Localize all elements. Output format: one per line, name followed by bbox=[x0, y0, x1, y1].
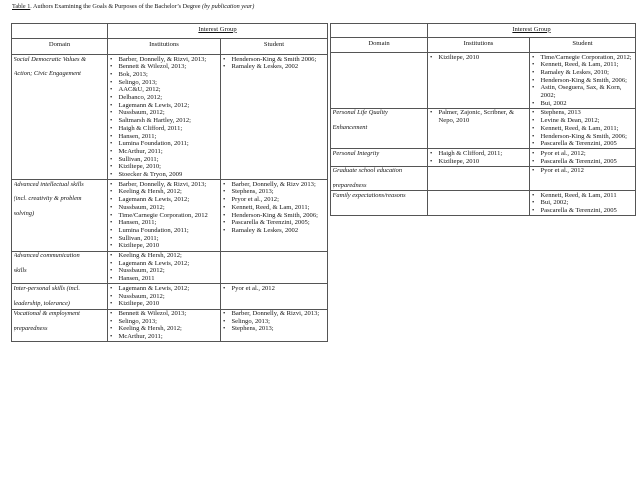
institutions-cell bbox=[108, 309, 221, 342]
institutions-cell bbox=[428, 149, 530, 166]
student-list bbox=[223, 56, 326, 71]
domain-text: leadership, tolerance) bbox=[13, 299, 70, 307]
citation-item: • Barber, Donnelly, & Rizvi, 2013; bbox=[110, 181, 219, 189]
citation-item: • Nussbaum, 2012; bbox=[110, 109, 219, 117]
domain-cell bbox=[12, 284, 108, 309]
domain-cell bbox=[331, 149, 428, 166]
citation-item: • Stoecker & Tryon, 2009 bbox=[110, 171, 219, 179]
institutions-list bbox=[110, 252, 219, 283]
citation-item: • Bennett & Wilezol, 2013; bbox=[110, 310, 219, 318]
domain-cell bbox=[331, 191, 428, 216]
citation-item: • Pascarella & Terenzini, 2005 bbox=[532, 158, 634, 166]
citation-item: • Bui, 2002 bbox=[532, 100, 634, 108]
citation-item: • Lagemann & Lewis, 2012; bbox=[110, 285, 219, 293]
table-row bbox=[331, 53, 636, 109]
domain-text: Vocational & employment bbox=[13, 310, 80, 317]
domain-text: Family expectations/reasons bbox=[332, 191, 406, 199]
institutions-cell bbox=[428, 53, 530, 109]
institutions-cell bbox=[108, 55, 221, 180]
institutions-list bbox=[110, 56, 219, 179]
institutions-list bbox=[110, 285, 219, 308]
citation-item: • Sullivan, 2011; bbox=[110, 235, 219, 243]
citation-item: • Levine & Dean, 2012; bbox=[532, 117, 634, 125]
institutions-cell bbox=[428, 108, 530, 149]
domain-text: Social Democratic Values & bbox=[13, 55, 87, 63]
citation-item: • Stephens, 2013; bbox=[223, 325, 326, 333]
institutions-cell bbox=[108, 251, 221, 284]
student-list bbox=[532, 150, 634, 165]
student-list bbox=[532, 54, 634, 108]
table-row bbox=[331, 191, 636, 216]
citation-item: • Bennett & Wilezol, 2013; bbox=[110, 63, 219, 71]
citation-item: • Bui, 2002; bbox=[532, 199, 634, 207]
header-blank bbox=[331, 24, 428, 38]
citation-item: • Barber, Donnelly, & Rizvi, 2013; bbox=[110, 56, 219, 64]
citation-item: • Bok, 2013; bbox=[110, 71, 219, 79]
student-cell bbox=[221, 251, 328, 284]
table-row bbox=[331, 108, 636, 149]
header-blank bbox=[12, 24, 108, 39]
citation-item: • Lagemann & Lewis, 2012; bbox=[110, 102, 219, 110]
citation-item: • Saltmarsh & Hartley, 2012; bbox=[110, 117, 219, 125]
student-header: Student bbox=[530, 38, 636, 53]
goals-table-left bbox=[11, 23, 328, 342]
citation-item: • Haigh & Clifford, 2011; bbox=[110, 125, 219, 133]
citation-item: • Stephens, 2013; bbox=[223, 188, 326, 196]
domain-text: Advanced communication bbox=[13, 252, 80, 260]
student-list bbox=[532, 109, 634, 148]
domain-text: Advanced intellectual skills bbox=[13, 180, 84, 188]
citation-item: • Kennett, Reed, & Lam, 2011 bbox=[532, 192, 634, 200]
citation-item: • Selingo, 2013; bbox=[223, 318, 326, 326]
goals-table-right bbox=[330, 23, 636, 216]
citation-item: • Pascarella & Terenzini, 2005; bbox=[223, 219, 326, 227]
citation-item: • Barber, Donnelly, & Rizv 2013; bbox=[223, 181, 326, 189]
student-cell bbox=[530, 149, 636, 166]
citation-item: • Kennett, Reed, & Lam, 2011; bbox=[532, 125, 634, 133]
citation-item: • Lagemann & Lewis, 2012; bbox=[110, 260, 219, 268]
institutions-list bbox=[430, 150, 528, 165]
domain-cell bbox=[331, 53, 428, 109]
citation-item: • Hansen, 2011; bbox=[110, 219, 219, 227]
domain-text: solving) bbox=[13, 210, 35, 218]
citation-item: • Pascarella & Terenzini, 2005 bbox=[532, 140, 634, 148]
student-cell bbox=[530, 166, 636, 190]
institutions-cell bbox=[428, 166, 530, 190]
citation-item: • Nussbaum, 2012; bbox=[110, 267, 219, 275]
citation-item: • Henderson-King & Smith, 2006; bbox=[532, 133, 634, 141]
citation-item: • Time/Carnegie Corporation, 2012 bbox=[110, 212, 219, 220]
domain-text: (incl. creativity & problem bbox=[13, 195, 82, 203]
student-cell bbox=[221, 284, 328, 309]
domain-text: Enhancement bbox=[332, 124, 368, 132]
citation-item: • Pascarella & Terenzini, 2005 bbox=[532, 207, 634, 215]
institutions-list bbox=[110, 181, 219, 250]
institutions-list bbox=[430, 109, 528, 124]
citation-item: • Lumina Foundation, 2011; bbox=[110, 140, 219, 148]
domain-text: preparedness bbox=[332, 182, 367, 190]
citation-item: • Nussbaum, 2012; bbox=[110, 293, 219, 301]
domain-text: skills bbox=[13, 266, 27, 274]
citation-item: • Nussbaum, 2012; bbox=[110, 204, 219, 212]
citation-item: • Henderson-King & Smith, 2006; bbox=[223, 212, 326, 220]
citation-item: • Barber, Donnelly, & Rizvi, 2013; bbox=[223, 310, 326, 318]
citation-item: • Pyor et al., 2012; bbox=[532, 150, 634, 158]
citation-item: • Delbanco, 2012; bbox=[110, 94, 219, 102]
student-cell bbox=[221, 55, 328, 180]
citation-item: • Pryor et al., 2012; bbox=[223, 196, 326, 204]
right-table-body bbox=[331, 53, 636, 216]
domain-cell bbox=[12, 309, 108, 342]
citation-item: • McArthur, 2011; bbox=[110, 148, 219, 156]
citation-item: • Hansen, 2011 bbox=[110, 275, 219, 283]
domain-cell bbox=[331, 166, 428, 190]
citation-item: • AAC&U, 2012; bbox=[110, 86, 219, 94]
table-row bbox=[12, 309, 328, 342]
citation-item: • Time/Carnegie Corporation, 2012; bbox=[532, 54, 634, 62]
domain-cell bbox=[331, 108, 428, 149]
domain-text: Personal Integrity bbox=[332, 149, 380, 157]
citation-item: • Selingo, 2013; bbox=[110, 79, 219, 87]
table-row bbox=[331, 149, 636, 166]
citation-item: • Pyor et al., 2012 bbox=[532, 167, 634, 175]
domain-cell bbox=[12, 251, 108, 284]
domain-text: Inter-personal skills (incl. bbox=[13, 284, 80, 292]
table-caption bbox=[12, 3, 254, 10]
citation-item: • Lagemann & Lewis, 2012; bbox=[110, 196, 219, 204]
student-list bbox=[223, 310, 326, 333]
student-list bbox=[532, 167, 634, 175]
institutions-header: Institutions bbox=[428, 38, 530, 53]
table-row bbox=[331, 166, 636, 190]
institutions-header: Institutions bbox=[108, 39, 221, 55]
domain-text: Graduate school education bbox=[332, 167, 403, 175]
citation-item: • Keeling & Hersh, 2012; bbox=[110, 188, 219, 196]
citation-item: • Kennett, Reed, & Lam, 2011; bbox=[223, 204, 326, 212]
citation-item: • Kiziltepe, 2010 bbox=[430, 54, 528, 62]
interest-group-header: Interest Group bbox=[428, 24, 636, 38]
domain-text: Action; Civic Engagement bbox=[13, 70, 81, 78]
institutions-cell bbox=[108, 180, 221, 251]
table-row bbox=[12, 180, 328, 251]
citation-item: • Palmer, Zajonic, Scribner, & Nepo, 2010 bbox=[430, 109, 528, 124]
citation-item: • Ramaley & Leskes, 2010; bbox=[532, 69, 634, 77]
citation-item: • McArthur, 2011; bbox=[110, 333, 219, 341]
institutions-cell bbox=[428, 191, 530, 216]
citation-item: • Hansen, 2011; bbox=[110, 133, 219, 141]
interest-group-header: Interest Group bbox=[108, 24, 328, 39]
domain-cell bbox=[12, 55, 108, 180]
student-cell bbox=[530, 53, 636, 109]
citation-item: • Kiziltepe, 2010 bbox=[110, 300, 219, 308]
left-table-body bbox=[12, 55, 328, 342]
citation-item: • Kiziltepe, 2010 bbox=[430, 158, 528, 166]
table-label: Table 1 bbox=[12, 3, 31, 10]
domain-cell bbox=[12, 180, 108, 251]
citation-item: • Kennett, Reed, & Lam, 2011; bbox=[532, 61, 634, 69]
citation-item: • Keeling & Hersh, 2012; bbox=[110, 252, 219, 260]
citation-item: • Lumina Foundation, 2011; bbox=[110, 227, 219, 235]
citation-item: • Astin, Oseguera, Sax, & Korn, 2002; bbox=[532, 84, 634, 99]
domain-header: Domain bbox=[12, 39, 108, 55]
citation-item: • Henderson-King & Smith, 2006; bbox=[532, 77, 634, 85]
citation-item: • Sullivan, 2011; bbox=[110, 156, 219, 164]
student-cell bbox=[530, 191, 636, 216]
table-note: (by publication year) bbox=[202, 3, 255, 10]
institutions-list bbox=[110, 310, 219, 341]
student-list bbox=[223, 181, 326, 235]
domain-text: Personal Life Quality bbox=[332, 109, 388, 117]
student-cell bbox=[221, 309, 328, 342]
domain-text: preparedness bbox=[13, 324, 48, 332]
institutions-cell bbox=[108, 284, 221, 309]
table-row bbox=[12, 251, 328, 284]
citation-item: • Ramaley & Leskes, 2002 bbox=[223, 63, 326, 71]
student-list bbox=[532, 192, 634, 215]
citation-item: • Henderson-King & Smith 2006; bbox=[223, 56, 326, 64]
domain-header: Domain bbox=[331, 38, 428, 53]
citation-item: • Kiziltepe, 2010 bbox=[110, 242, 219, 250]
student-cell bbox=[221, 180, 328, 251]
citation-item: • Kiziltepe, 2010; bbox=[110, 163, 219, 171]
citation-item: • Ramaley & Leskes, 2002 bbox=[223, 227, 326, 235]
table-title: . Authors Examining the Goals & Purposes of the Bachelor’s Degree bbox=[30, 3, 201, 10]
citation-item: • Haigh & Clifford, 2011; bbox=[430, 150, 528, 158]
citation-item: • Selingo, 2013; bbox=[110, 318, 219, 326]
citation-item: • Pyor et al., 2012 bbox=[223, 285, 326, 293]
student-cell bbox=[530, 108, 636, 149]
student-header: Student bbox=[221, 39, 328, 55]
table-row bbox=[12, 284, 328, 309]
citation-item: • Stephens, 2013 bbox=[532, 109, 634, 117]
table-row bbox=[12, 55, 328, 180]
citation-item: • Keeling & Hersh, 2012; bbox=[110, 325, 219, 333]
institutions-list bbox=[430, 54, 528, 62]
student-list bbox=[223, 285, 326, 293]
